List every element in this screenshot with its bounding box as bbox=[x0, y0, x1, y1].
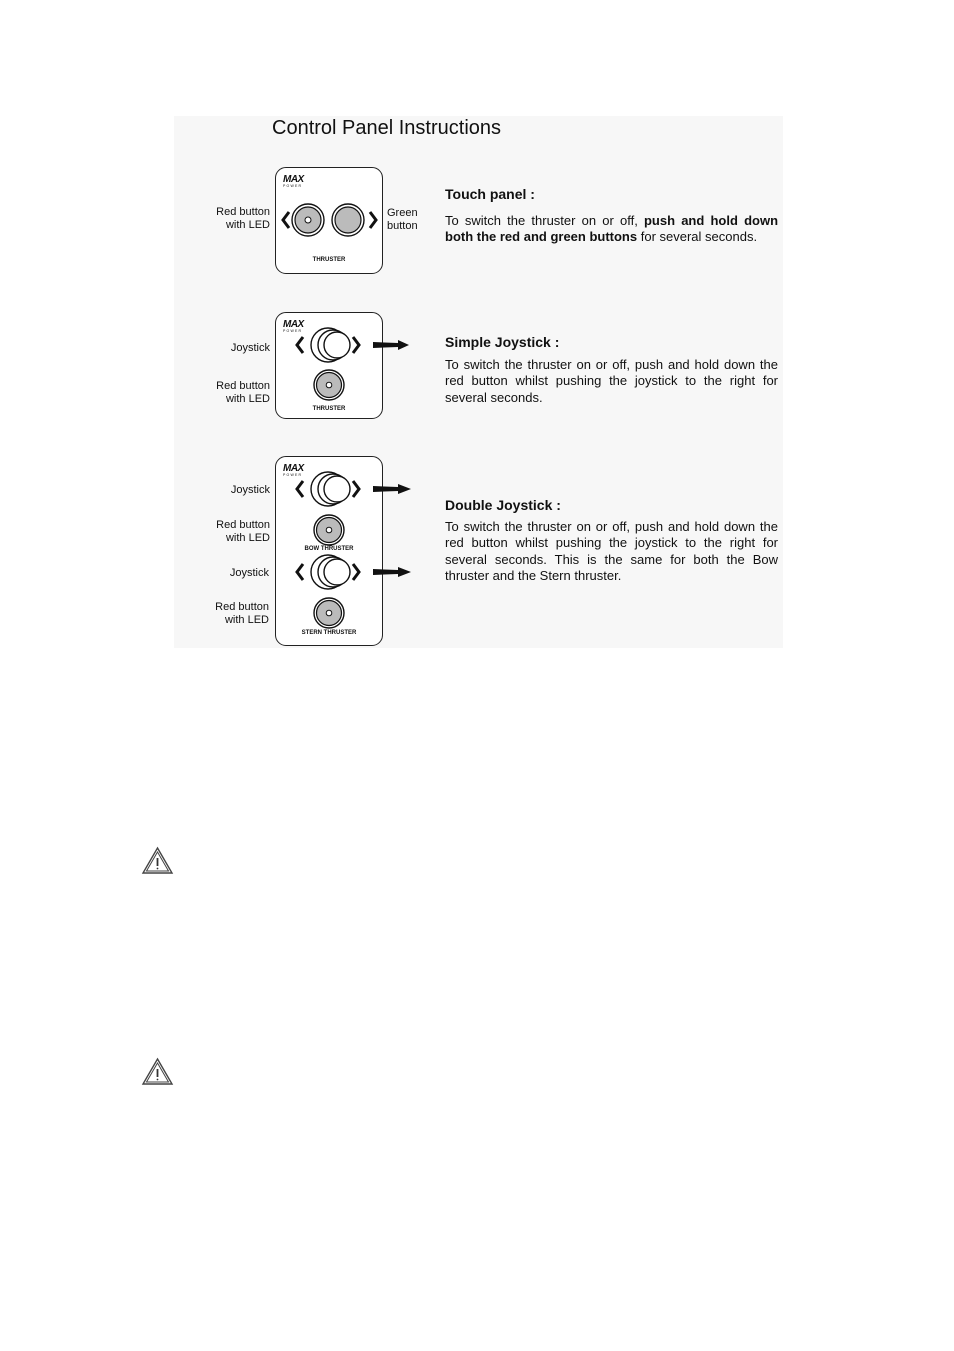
stern-joystick[interactable] bbox=[311, 555, 350, 589]
page-title: Control Panel Instructions bbox=[272, 117, 502, 139]
label-red-button: Red button with LED bbox=[216, 206, 270, 231]
chevron-right-icon bbox=[353, 481, 359, 497]
text-double-joystick: To switch the thruster on or off, push and hold down the red button whilst pushing the joystick to the right for several seconds. This is the same for both the Bow thruster and the Stern thruster. bbox=[445, 519, 778, 583]
label-red-button: Red button with LED bbox=[216, 380, 270, 405]
arrow-right-icon bbox=[373, 567, 411, 577]
panel-caption-thruster: THRUSTER bbox=[312, 406, 346, 412]
label-joystick: Joystick bbox=[230, 484, 270, 496]
max-power-logo: MAX POWER bbox=[283, 463, 304, 477]
chevron-left-icon bbox=[297, 564, 303, 580]
heading-simple-joystick: Simple Joystick : bbox=[445, 334, 560, 350]
max-power-logo: MAX POWER bbox=[283, 319, 304, 333]
bow-red-button[interactable] bbox=[314, 515, 344, 545]
stern-red-button[interactable] bbox=[314, 598, 344, 628]
label-joystick: Joystick bbox=[229, 567, 269, 579]
led-indicator bbox=[326, 610, 332, 616]
panel-caption-thruster: THRUSTER bbox=[312, 257, 346, 263]
panel-caption-bow-thruster: BOW THRUSTER bbox=[304, 546, 354, 552]
text-touch-panel: To switch the thruster on or off, push and hold down both the red and green buttons for several seconds. bbox=[445, 213, 779, 245]
label-red-button: Red button with LED bbox=[216, 519, 270, 544]
chevron-right-icon bbox=[353, 564, 359, 580]
max-power-logo: MAX POWER bbox=[283, 174, 304, 188]
heading-double-joystick: Double Joystick : bbox=[445, 497, 561, 513]
text-simple-joystick: To switch the thruster on or off, push and hold down the red button whilst pushing the joystick to the right for several seconds. bbox=[445, 357, 778, 405]
bow-joystick[interactable] bbox=[311, 472, 350, 506]
chevron-left-icon bbox=[297, 481, 303, 497]
led-indicator bbox=[326, 527, 332, 533]
warning-triangle-icon bbox=[142, 1058, 173, 1085]
panel-caption-stern-thruster: STERN THRUSTER bbox=[301, 630, 357, 636]
label-red-button: Red button with LED bbox=[215, 601, 269, 626]
label-joystick: Joystick bbox=[230, 342, 270, 354]
arrow-right-icon bbox=[373, 484, 411, 494]
warning-triangle-icon bbox=[142, 847, 173, 874]
label-green-button: Green button bbox=[387, 207, 418, 232]
heading-touch-panel: Touch panel : bbox=[445, 186, 535, 202]
